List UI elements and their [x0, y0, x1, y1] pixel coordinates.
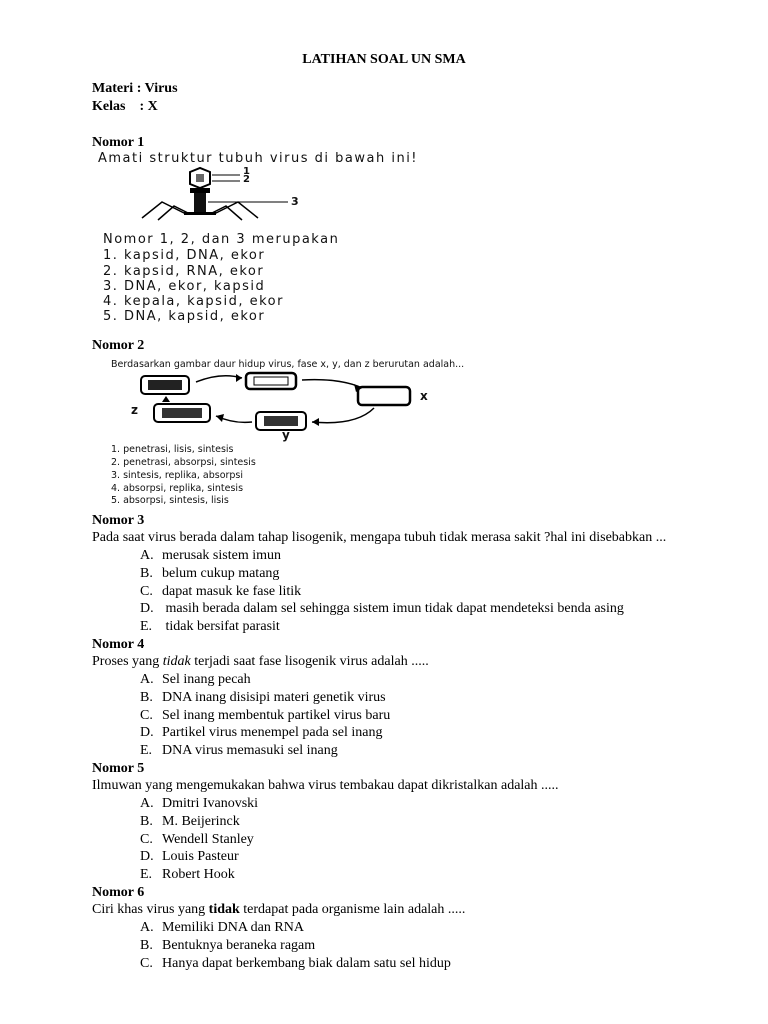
option-text: masih berada dalam sel sehingga sistem imun tidak dapat mendeteksi benda asing	[162, 601, 624, 616]
class-line: Kelas : X	[92, 99, 158, 114]
cycle-label-z: z	[131, 403, 138, 417]
question-2-option: 2. penetrasi, absorpsi, sintesis	[111, 457, 256, 468]
question-2-option: 1. penetrasi, lisis, sintesis	[111, 444, 234, 455]
question-4-text: Proses yang tidak terjadi saat fase lisogenik virus adalah .....	[92, 654, 429, 669]
option-letter: D.	[140, 601, 154, 616]
option-letter: C.	[140, 584, 153, 599]
question-1-prompt: Amati struktur tubuh virus di bawah ini!	[98, 151, 419, 166]
question-5-option: A. Dmitri Ivanovski	[140, 796, 259, 811]
virus-structure-diagram	[128, 166, 318, 226]
question-1-option: 4. kepala, kapsid, ekor	[103, 294, 284, 309]
option-letter: A.	[140, 548, 154, 563]
question-6-label: Nomor 6	[92, 885, 145, 900]
question-2-prompt: Berdasarkan gambar daur hidup virus, fase x, y, dan z berurutan adalah...	[111, 359, 465, 370]
cycle-label-x: x	[420, 389, 428, 403]
option-letter: B.	[140, 566, 153, 581]
question-1-label: Nomor 1	[92, 135, 145, 150]
emphasis-tidak: tidak	[162, 654, 191, 669]
diagram-label-1: 1	[243, 166, 252, 177]
question-3-option	[140, 548, 281, 564]
question-4-option: A. Sel inang pecah	[140, 672, 251, 687]
question-5-label: Nomor 5	[92, 761, 145, 776]
emphasis-tidak: tidak	[208, 902, 240, 917]
cycle-label-y: y	[282, 428, 290, 442]
question-2-option: 5. absorpsi, sintesis, lisis	[111, 495, 229, 506]
question-1-text: Nomor 1, 2, dan 3 merupakan	[103, 232, 340, 247]
question-3-label: Nomor 3	[92, 513, 145, 528]
question-3-option	[140, 566, 279, 582]
subject-line: Materi : Virus	[92, 81, 178, 96]
question-6-option: B. Bentuknya beraneka ragam	[140, 938, 316, 953]
question-5-option: E. Robert Hook	[140, 867, 235, 882]
question-3-text: Pada saat virus berada dalam tahap lisogenik, mengapa tubuh tidak merasa sakit ?hal ini disebabkan ...	[92, 530, 667, 545]
question-4-option: E. DNA virus memasuki sel inang	[140, 743, 338, 758]
question-5-option: C. Wendell Stanley	[140, 832, 254, 847]
option-letter: E.	[140, 619, 153, 634]
question-1-option: 2. kapsid, RNA, ekor	[103, 264, 265, 279]
question-2-label: Nomor 2	[92, 338, 145, 353]
question-6-option: C. Hanya dapat berkembang biak dalam satu sel hidup	[140, 956, 451, 971]
question-6-text: Ciri khas virus yang tidak terdapat pada organisme lain adalah .....	[92, 902, 466, 917]
document-title: LATIHAN SOAL UN SMA	[302, 52, 466, 67]
option-text: dapat masuk ke fase litik	[162, 584, 302, 599]
question-6-option: A. Memiliki DNA dan RNA	[140, 920, 304, 935]
question-1-option: 5. DNA, kapsid, ekor	[103, 309, 266, 324]
question-2-option: 3. sintesis, replika, absorpsi	[111, 470, 244, 481]
question-4-option: B. DNA inang disisipi materi genetik virus	[140, 690, 386, 705]
question-1-option: 1. kapsid, DNA, ekor	[103, 248, 266, 263]
diagram-label-3: 3	[291, 195, 301, 208]
question-1-option: 3. DNA, ekor, kapsid	[103, 279, 266, 294]
option-text: tidak bersifat parasit	[162, 619, 280, 634]
option-text: merusak sistem imun	[162, 548, 281, 563]
question-3-option	[140, 619, 280, 635]
diagram-label-2: 2	[243, 174, 252, 185]
question-5-text: Ilmuwan yang mengemukakan bahwa virus tembakau dapat dikristalkan adalah .....	[92, 778, 559, 793]
option-text: belum cukup matang	[162, 566, 280, 581]
question-4-option: D. Partikel virus menempel pada sel inang	[140, 725, 383, 740]
question-3-option	[140, 601, 624, 617]
question-5-option: B. M. Beijerinck	[140, 814, 240, 829]
question-2-option: 4. absorpsi, replika, sintesis	[111, 483, 244, 494]
question-4-label: Nomor 4	[92, 637, 145, 652]
question-4-option: C. Sel inang membentuk partikel virus baru	[140, 708, 391, 723]
question-5-option: D. Louis Pasteur	[140, 849, 239, 864]
question-3-option	[140, 584, 301, 600]
